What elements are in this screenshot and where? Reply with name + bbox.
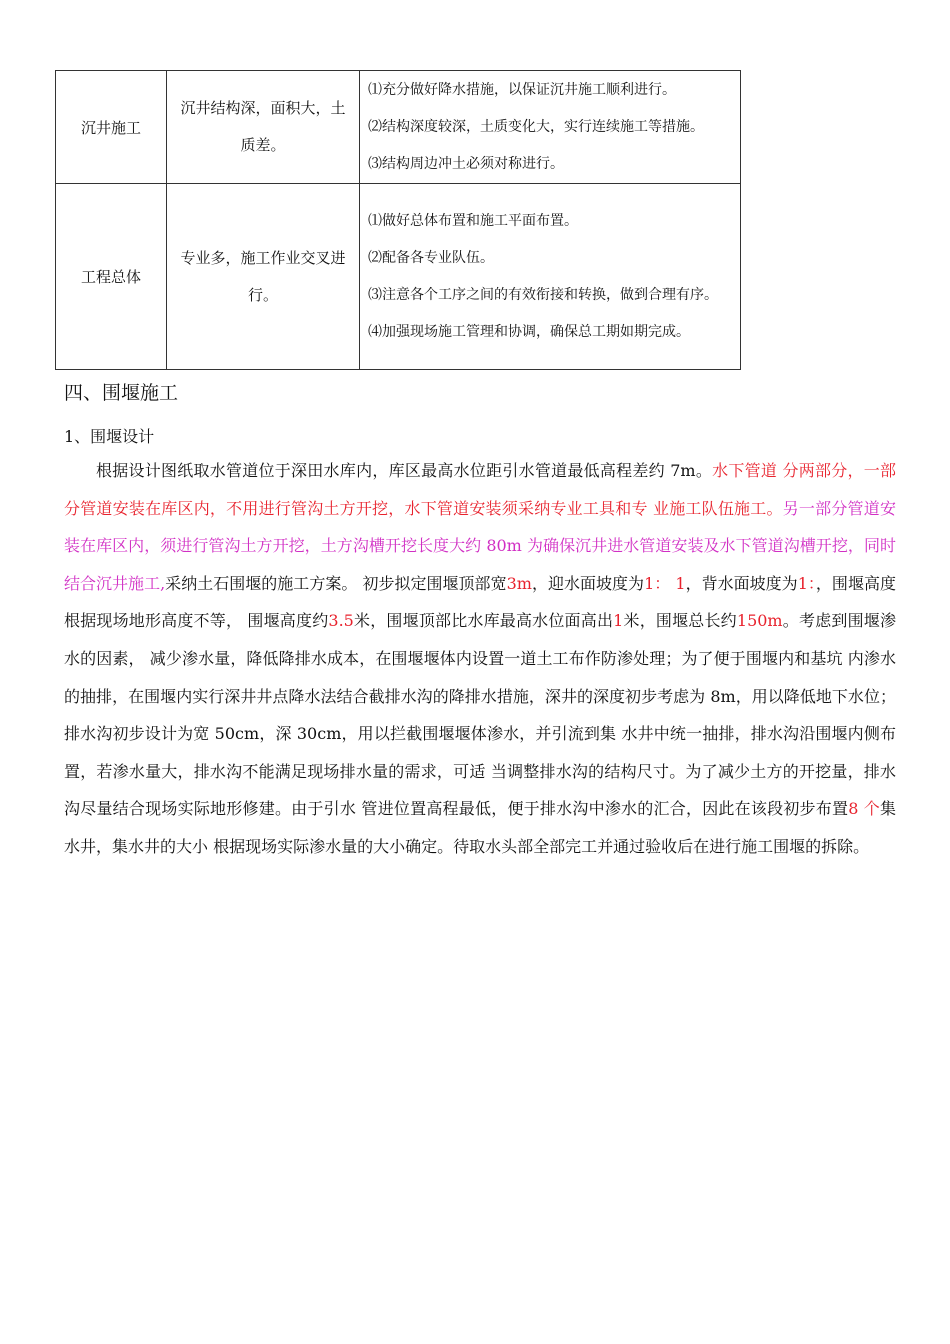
value-length: 150m (736, 611, 783, 631)
value-freeboard: 1 (613, 611, 624, 631)
text-run: 集水井，集水井的大小 根据现场实际渗水量的大小确定。待取水头部全部完工并通过验收后在进行施工围堰的拆除。 (64, 799, 896, 856)
table-row (56, 71, 741, 184)
measure-line: ⑶注意各个工序之间的有效衔接和转换，做到合理有序。 (368, 286, 718, 303)
measure-line: ⑷加强现场施工管理和协调，确保总工期如期完成。 (368, 323, 690, 340)
measure-line: ⑵配备各专业队伍。 (368, 249, 494, 266)
table-cell-item: 工程总体 (56, 184, 167, 370)
text-run: 。考虑到围堰渗水的因素， 减少渗水量，降低降排水成本，在围堰堰体内设置一道土工布作防渗处理；为了便于围堰内和基坑 内渗水的抽排，在围堰内实行深井井点降水法结合截排水沟的降排水措施，深井的深度初步考虑为 8m，用以降低地下水位；排水沟初步设计为宽 50cm，深 30cm，用以拦截围堰堰体渗水，并引流到集 水井中统一抽排，排水沟沿围堰内侧布置，若渗水量大，排水沟不能满足现场排水量的需求，可适 当调整排水沟的结构尺寸。为了减少土方的开挖量，排水沟尽量结合现场实际地形修建。由于引水 管进位置高程最低，便于排水沟中渗水的汇合，因此在该段初步布置 (64, 611, 896, 819)
text-run: ，迎水面坡度为 (531, 573, 645, 593)
table-cell-measures (360, 71, 741, 184)
value-well-count: 8 个 (848, 799, 880, 819)
body-paragraph (64, 452, 896, 866)
value-width: 3m (506, 573, 532, 593)
text-run: 采纳土石围堰的施工方案。 初步拟定围堰顶部宽 (165, 573, 507, 593)
table-cell-measures (360, 184, 741, 370)
table-cell-item: 沉井施工 (56, 71, 167, 184)
value-slope-upstream: 1： 1 (644, 573, 686, 593)
text-run: 米，围堰顶部比水库最高水位面高出 (353, 611, 614, 631)
text-run: 根据设计图纸取水管道位于深田水库内，库区最高水位距引水管道最低高程差约 7m。 (96, 461, 713, 480)
table-row (56, 184, 741, 370)
text-run: ，围堰高度根据现场地形高度不等， 围堰高度约 (64, 573, 896, 631)
subsection-heading: 1、围堰设计 (64, 427, 155, 446)
measure-line: ⑴做好总体布置和施工平面布置。 (368, 212, 578, 229)
value-slope-downstream: 1： (797, 573, 816, 593)
measures-table (55, 70, 741, 370)
text-run: ，背水面坡度为 (685, 573, 798, 593)
table-cell-difficulty: 沉井结构深，面积大，土质差。 (167, 71, 360, 184)
measure-line: ⑵结构深度较深，土质变化大，实行连续施工等措施。 (368, 118, 704, 135)
section-heading: 四、围堰施工 (64, 382, 179, 404)
measure-line: ⑶结构周边冲土必须对称进行。 (368, 155, 564, 172)
measure-line: ⑴充分做好降水措施，以保证沉井施工顺利进行。 (368, 81, 676, 98)
highlight-red: 水下管道 分两部分，一部分管道安装在库区内，不用进行管沟土方开挖，水下管道安装须采纳专业工具和专 业施工队伍施工。 (64, 461, 896, 518)
text-run: 米，围堰总长约 (623, 611, 737, 631)
highlight-magenta: 另一部分管道安装在库区内，须进行管沟土方开挖，土方沟槽开挖长度大约 80m 为确保沉井进水管道安装及水下管道沟槽开挖，同时结合沉井施工, (64, 498, 896, 593)
value-height: 3.5 (328, 611, 354, 631)
table-cell-difficulty: 专业多，施工作业交叉进行。 (167, 184, 360, 370)
